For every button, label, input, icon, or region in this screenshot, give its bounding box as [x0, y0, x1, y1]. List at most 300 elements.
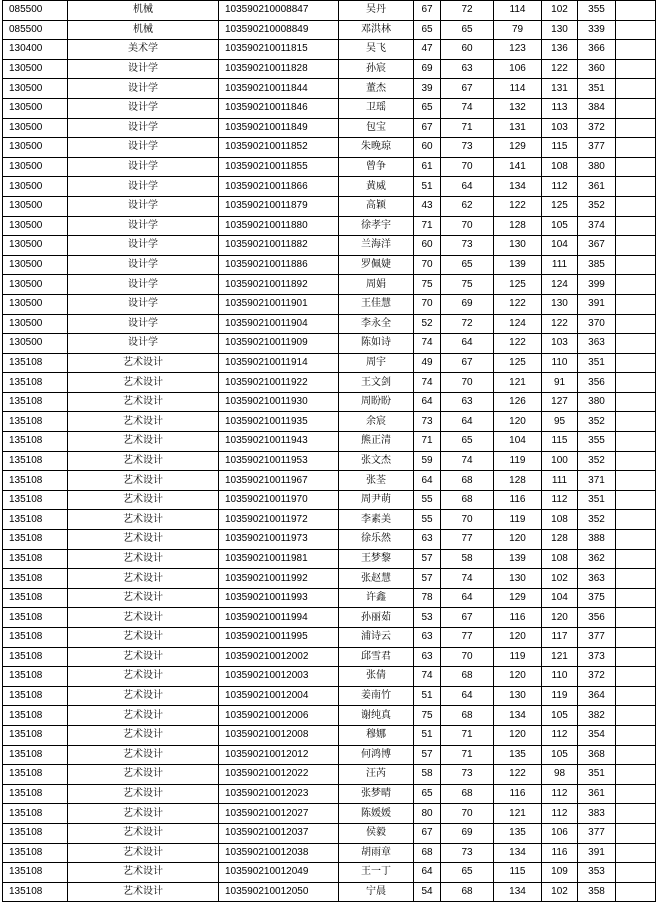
- candidate-name-cell: 徐乐然: [339, 530, 414, 550]
- politics-score-cell: 55: [414, 490, 441, 510]
- subject2-score-cell: 106: [542, 823, 578, 843]
- table-row: [3, 412, 656, 432]
- candidate-id-cell: 103590210012012: [219, 745, 339, 765]
- candidate-name-cell: 李素美: [339, 510, 414, 530]
- politics-score-cell: 67: [414, 1, 441, 21]
- table-row: [3, 157, 656, 177]
- candidate-id-cell: 103590210011886: [219, 255, 339, 275]
- subject1-score-cell: 129: [494, 138, 542, 158]
- major-code-cell: 135108: [3, 686, 68, 706]
- table-row: [3, 667, 656, 687]
- foreign-language-score-cell: 74: [441, 451, 494, 471]
- subject1-score-cell: 119: [494, 647, 542, 667]
- major-name-cell: 艺术设计: [68, 451, 219, 471]
- subject2-score-cell: 103: [542, 118, 578, 138]
- candidate-name-cell: 兰海洋: [339, 236, 414, 256]
- candidate-id-cell: 103590210011943: [219, 432, 339, 452]
- subject1-score-cell: 134: [494, 177, 542, 197]
- major-code-cell: 135108: [3, 608, 68, 628]
- candidate-name-cell: 浦诗云: [339, 628, 414, 648]
- table-row: [3, 236, 656, 256]
- subject2-score-cell: 136: [542, 40, 578, 60]
- politics-score-cell: 75: [414, 275, 441, 295]
- table-row: [3, 1, 656, 21]
- blank-cell: [616, 823, 656, 843]
- subject2-score-cell: 115: [542, 432, 578, 452]
- foreign-language-score-cell: 63: [441, 59, 494, 79]
- subject2-score-cell: 112: [542, 177, 578, 197]
- subject1-score-cell: 119: [494, 510, 542, 530]
- subject1-score-cell: 116: [494, 784, 542, 804]
- major-name-cell: 机械: [68, 1, 219, 21]
- table-row: [3, 882, 656, 902]
- subject2-score-cell: 100: [542, 451, 578, 471]
- candidate-id-cell: 103590210011815: [219, 40, 339, 60]
- blank-cell: [616, 20, 656, 40]
- blank-cell: [616, 549, 656, 569]
- candidate-name-cell: 胡雨章: [339, 843, 414, 863]
- foreign-language-score-cell: 67: [441, 353, 494, 373]
- major-code-cell: 135108: [3, 843, 68, 863]
- major-name-cell: 艺术设计: [68, 569, 219, 589]
- major-name-cell: 艺术设计: [68, 530, 219, 550]
- major-name-cell: 艺术设计: [68, 432, 219, 452]
- candidate-id-cell: 103590210011995: [219, 628, 339, 648]
- table-row: [3, 549, 656, 569]
- blank-cell: [616, 843, 656, 863]
- major-code-cell: 135108: [3, 706, 68, 726]
- major-name-cell: 艺术设计: [68, 667, 219, 687]
- total-score-cell: 374: [578, 216, 616, 236]
- blank-cell: [616, 608, 656, 628]
- politics-score-cell: 74: [414, 667, 441, 687]
- major-name-cell: 设计学: [68, 118, 219, 138]
- total-score-cell: 360: [578, 59, 616, 79]
- major-name-cell: 艺术设计: [68, 647, 219, 667]
- table-row: [3, 765, 656, 785]
- major-name-cell: 艺术设计: [68, 784, 219, 804]
- blank-cell: [616, 59, 656, 79]
- total-score-cell: 361: [578, 177, 616, 197]
- subject2-score-cell: 109: [542, 863, 578, 883]
- blank-cell: [616, 334, 656, 354]
- subject2-score-cell: 105: [542, 745, 578, 765]
- subject1-score-cell: 121: [494, 804, 542, 824]
- major-name-cell: 艺术设计: [68, 471, 219, 491]
- major-code-cell: 130500: [3, 196, 68, 216]
- total-score-cell: 352: [578, 196, 616, 216]
- total-score-cell: 356: [578, 373, 616, 393]
- subject1-score-cell: 114: [494, 79, 542, 99]
- subject1-score-cell: 135: [494, 823, 542, 843]
- major-code-cell: 135108: [3, 628, 68, 648]
- subject1-score-cell: 131: [494, 118, 542, 138]
- subject1-score-cell: 116: [494, 608, 542, 628]
- foreign-language-score-cell: 65: [441, 432, 494, 452]
- total-score-cell: 372: [578, 118, 616, 138]
- major-name-cell: 艺术设计: [68, 608, 219, 628]
- subject2-score-cell: 130: [542, 294, 578, 314]
- foreign-language-score-cell: 65: [441, 255, 494, 275]
- subject2-score-cell: 113: [542, 98, 578, 118]
- major-code-cell: 130500: [3, 157, 68, 177]
- politics-score-cell: 58: [414, 765, 441, 785]
- candidate-id-cell: 103590210011930: [219, 392, 339, 412]
- foreign-language-score-cell: 75: [441, 275, 494, 295]
- politics-score-cell: 51: [414, 725, 441, 745]
- major-name-cell: 设计学: [68, 157, 219, 177]
- subject2-score-cell: 91: [542, 373, 578, 393]
- table-row: [3, 706, 656, 726]
- subject1-score-cell: 126: [494, 392, 542, 412]
- blank-cell: [616, 745, 656, 765]
- blank-cell: [616, 686, 656, 706]
- candidate-id-cell: 103590210008847: [219, 1, 339, 21]
- candidate-name-cell: 周娟: [339, 275, 414, 295]
- total-score-cell: 362: [578, 549, 616, 569]
- table-row: [3, 255, 656, 275]
- subject1-score-cell: 132: [494, 98, 542, 118]
- total-score-cell: 377: [578, 823, 616, 843]
- candidate-name-cell: 周盼盼: [339, 392, 414, 412]
- total-score-cell: 370: [578, 314, 616, 334]
- table-row: [3, 98, 656, 118]
- table-row: [3, 451, 656, 471]
- candidate-id-cell: 103590210012038: [219, 843, 339, 863]
- candidate-name-cell: 徐孝宇: [339, 216, 414, 236]
- subject2-score-cell: 108: [542, 157, 578, 177]
- subject2-score-cell: 103: [542, 334, 578, 354]
- subject1-score-cell: 106: [494, 59, 542, 79]
- foreign-language-score-cell: 70: [441, 216, 494, 236]
- candidate-id-cell: 103590210011879: [219, 196, 339, 216]
- total-score-cell: 352: [578, 451, 616, 471]
- major-code-cell: 130500: [3, 294, 68, 314]
- subject1-score-cell: 120: [494, 412, 542, 432]
- candidate-id-cell: 103590210012050: [219, 882, 339, 902]
- candidate-name-cell: 王梦黎: [339, 549, 414, 569]
- candidate-id-cell: 103590210011993: [219, 588, 339, 608]
- total-score-cell: 372: [578, 667, 616, 687]
- candidate-id-cell: 103590210011972: [219, 510, 339, 530]
- politics-score-cell: 63: [414, 530, 441, 550]
- subject2-score-cell: 124: [542, 275, 578, 295]
- candidate-name-cell: 曾争: [339, 157, 414, 177]
- subject1-score-cell: 119: [494, 451, 542, 471]
- total-score-cell: 351: [578, 353, 616, 373]
- subject2-score-cell: 104: [542, 236, 578, 256]
- politics-score-cell: 43: [414, 196, 441, 216]
- subject2-score-cell: 111: [542, 471, 578, 491]
- candidate-id-cell: 103590210011849: [219, 118, 339, 138]
- blank-cell: [616, 98, 656, 118]
- subject2-score-cell: 120: [542, 608, 578, 628]
- table-row: [3, 863, 656, 883]
- candidate-id-cell: 103590210011844: [219, 79, 339, 99]
- major-name-cell: 艺术设计: [68, 863, 219, 883]
- blank-cell: [616, 725, 656, 745]
- candidate-name-cell: 黄威: [339, 177, 414, 197]
- blank-cell: [616, 530, 656, 550]
- blank-cell: [616, 432, 656, 452]
- major-code-cell: 135108: [3, 549, 68, 569]
- table-row: [3, 490, 656, 510]
- politics-score-cell: 49: [414, 353, 441, 373]
- subject2-score-cell: 128: [542, 530, 578, 550]
- major-name-cell: 艺术设计: [68, 765, 219, 785]
- candidate-name-cell: 卫瑶: [339, 98, 414, 118]
- politics-score-cell: 69: [414, 59, 441, 79]
- blank-cell: [616, 569, 656, 589]
- politics-score-cell: 51: [414, 686, 441, 706]
- politics-score-cell: 51: [414, 177, 441, 197]
- subject2-score-cell: 98: [542, 765, 578, 785]
- subject1-score-cell: 121: [494, 373, 542, 393]
- foreign-language-score-cell: 70: [441, 647, 494, 667]
- candidate-name-cell: 吴飞: [339, 40, 414, 60]
- subject1-score-cell: 122: [494, 196, 542, 216]
- major-name-cell: 设计学: [68, 294, 219, 314]
- subject2-score-cell: 117: [542, 628, 578, 648]
- candidate-id-cell: 103590210011992: [219, 569, 339, 589]
- major-name-cell: 设计学: [68, 275, 219, 295]
- subject2-score-cell: 104: [542, 588, 578, 608]
- score-table: [2, 0, 656, 902]
- candidate-id-cell: 103590210011880: [219, 216, 339, 236]
- total-score-cell: 391: [578, 294, 616, 314]
- total-score-cell: 391: [578, 843, 616, 863]
- subject2-score-cell: 115: [542, 138, 578, 158]
- subject2-score-cell: 108: [542, 549, 578, 569]
- major-name-cell: 设计学: [68, 59, 219, 79]
- subject1-score-cell: 120: [494, 725, 542, 745]
- foreign-language-score-cell: 67: [441, 608, 494, 628]
- politics-score-cell: 60: [414, 138, 441, 158]
- total-score-cell: 375: [578, 588, 616, 608]
- blank-cell: [616, 294, 656, 314]
- major-name-cell: 设计学: [68, 79, 219, 99]
- politics-score-cell: 61: [414, 157, 441, 177]
- candidate-name-cell: 邓洪林: [339, 20, 414, 40]
- subject1-score-cell: 125: [494, 275, 542, 295]
- foreign-language-score-cell: 62: [441, 196, 494, 216]
- major-code-cell: 130500: [3, 255, 68, 275]
- major-name-cell: 艺术设计: [68, 686, 219, 706]
- subject1-score-cell: 134: [494, 882, 542, 902]
- foreign-language-score-cell: 71: [441, 118, 494, 138]
- table-row: [3, 216, 656, 236]
- foreign-language-score-cell: 64: [441, 588, 494, 608]
- major-name-cell: 设计学: [68, 216, 219, 236]
- candidate-name-cell: 侯毅: [339, 823, 414, 843]
- major-name-cell: 艺术设计: [68, 490, 219, 510]
- subject2-score-cell: 112: [542, 725, 578, 745]
- major-code-cell: 135108: [3, 588, 68, 608]
- foreign-language-score-cell: 69: [441, 823, 494, 843]
- blank-cell: [616, 392, 656, 412]
- foreign-language-score-cell: 77: [441, 628, 494, 648]
- candidate-id-cell: 103590210011914: [219, 353, 339, 373]
- subject1-score-cell: 130: [494, 236, 542, 256]
- total-score-cell: 353: [578, 863, 616, 883]
- subject1-score-cell: 120: [494, 530, 542, 550]
- subject1-score-cell: 104: [494, 432, 542, 452]
- subject1-score-cell: 139: [494, 255, 542, 275]
- major-code-cell: 130500: [3, 79, 68, 99]
- major-code-cell: 135108: [3, 882, 68, 902]
- candidate-name-cell: 许鑫: [339, 588, 414, 608]
- politics-score-cell: 57: [414, 745, 441, 765]
- major-code-cell: 085500: [3, 1, 68, 21]
- politics-score-cell: 70: [414, 294, 441, 314]
- total-score-cell: 354: [578, 725, 616, 745]
- candidate-name-cell: 王一丁: [339, 863, 414, 883]
- blank-cell: [616, 255, 656, 275]
- foreign-language-score-cell: 68: [441, 471, 494, 491]
- candidate-name-cell: 周宇: [339, 353, 414, 373]
- candidate-name-cell: 邱雪君: [339, 647, 414, 667]
- major-name-cell: 艺术设计: [68, 706, 219, 726]
- major-name-cell: 艺术设计: [68, 628, 219, 648]
- table-row: [3, 471, 656, 491]
- blank-cell: [616, 451, 656, 471]
- foreign-language-score-cell: 64: [441, 412, 494, 432]
- major-code-cell: 135108: [3, 392, 68, 412]
- candidate-name-cell: 周尹萌: [339, 490, 414, 510]
- total-score-cell: 380: [578, 157, 616, 177]
- subject1-score-cell: 129: [494, 588, 542, 608]
- foreign-language-score-cell: 64: [441, 686, 494, 706]
- politics-score-cell: 70: [414, 255, 441, 275]
- subject1-score-cell: 114: [494, 1, 542, 21]
- major-code-cell: 130500: [3, 98, 68, 118]
- major-name-cell: 艺术设计: [68, 353, 219, 373]
- blank-cell: [616, 40, 656, 60]
- foreign-language-score-cell: 67: [441, 79, 494, 99]
- candidate-name-cell: 王佳慧: [339, 294, 414, 314]
- blank-cell: [616, 412, 656, 432]
- foreign-language-score-cell: 73: [441, 138, 494, 158]
- blank-cell: [616, 863, 656, 883]
- foreign-language-score-cell: 64: [441, 177, 494, 197]
- politics-score-cell: 57: [414, 549, 441, 569]
- subject1-score-cell: 141: [494, 157, 542, 177]
- politics-score-cell: 65: [414, 98, 441, 118]
- total-score-cell: 352: [578, 510, 616, 530]
- candidate-name-cell: 宁晨: [339, 882, 414, 902]
- candidate-id-cell: 103590210011882: [219, 236, 339, 256]
- candidate-id-cell: 103590210011828: [219, 59, 339, 79]
- total-score-cell: 385: [578, 255, 616, 275]
- candidate-id-cell: 103590210011892: [219, 275, 339, 295]
- major-name-cell: 艺术设计: [68, 588, 219, 608]
- blank-cell: [616, 706, 656, 726]
- subject2-score-cell: 112: [542, 784, 578, 804]
- politics-score-cell: 68: [414, 843, 441, 863]
- candidate-id-cell: 103590210012049: [219, 863, 339, 883]
- major-code-cell: 135108: [3, 451, 68, 471]
- subject2-score-cell: 112: [542, 804, 578, 824]
- major-name-cell: 设计学: [68, 334, 219, 354]
- candidate-id-cell: 103590210012004: [219, 686, 339, 706]
- foreign-language-score-cell: 68: [441, 706, 494, 726]
- candidate-id-cell: 103590210011970: [219, 490, 339, 510]
- politics-score-cell: 54: [414, 882, 441, 902]
- politics-score-cell: 71: [414, 216, 441, 236]
- subject1-score-cell: 134: [494, 843, 542, 863]
- subject2-score-cell: 102: [542, 1, 578, 21]
- blank-cell: [616, 157, 656, 177]
- major-name-cell: 设计学: [68, 196, 219, 216]
- foreign-language-score-cell: 63: [441, 392, 494, 412]
- candidate-id-cell: 103590210012037: [219, 823, 339, 843]
- foreign-language-score-cell: 68: [441, 490, 494, 510]
- candidate-name-cell: 高颖: [339, 196, 414, 216]
- foreign-language-score-cell: 68: [441, 882, 494, 902]
- major-code-cell: 135108: [3, 823, 68, 843]
- total-score-cell: 373: [578, 647, 616, 667]
- candidate-id-cell: 103590210011967: [219, 471, 339, 491]
- major-name-cell: 设计学: [68, 138, 219, 158]
- candidate-name-cell: 王文剑: [339, 373, 414, 393]
- foreign-language-score-cell: 71: [441, 725, 494, 745]
- blank-cell: [616, 628, 656, 648]
- politics-score-cell: 65: [414, 20, 441, 40]
- major-code-cell: 135108: [3, 804, 68, 824]
- major-code-cell: 135108: [3, 784, 68, 804]
- foreign-language-score-cell: 69: [441, 294, 494, 314]
- candidate-name-cell: 姜南竹: [339, 686, 414, 706]
- blank-cell: [616, 275, 656, 295]
- candidate-name-cell: 陈如诗: [339, 334, 414, 354]
- politics-score-cell: 74: [414, 373, 441, 393]
- foreign-language-score-cell: 70: [441, 510, 494, 530]
- subject2-score-cell: 105: [542, 706, 578, 726]
- candidate-name-cell: 张荃: [339, 471, 414, 491]
- blank-cell: [616, 177, 656, 197]
- total-score-cell: 367: [578, 236, 616, 256]
- major-name-cell: 艺术设计: [68, 823, 219, 843]
- total-score-cell: 377: [578, 628, 616, 648]
- total-score-cell: 366: [578, 40, 616, 60]
- major-code-cell: 135108: [3, 432, 68, 452]
- candidate-id-cell: 103590210011855: [219, 157, 339, 177]
- foreign-language-score-cell: 74: [441, 569, 494, 589]
- table-row: [3, 334, 656, 354]
- major-code-cell: 135108: [3, 745, 68, 765]
- foreign-language-score-cell: 73: [441, 236, 494, 256]
- politics-score-cell: 63: [414, 647, 441, 667]
- foreign-language-score-cell: 58: [441, 549, 494, 569]
- table-row: [3, 275, 656, 295]
- candidate-name-cell: 余宸: [339, 412, 414, 432]
- blank-cell: [616, 118, 656, 138]
- subject2-score-cell: 122: [542, 314, 578, 334]
- major-name-cell: 艺术设计: [68, 725, 219, 745]
- major-code-cell: 135108: [3, 863, 68, 883]
- blank-cell: [616, 804, 656, 824]
- candidate-id-cell: 103590210011901: [219, 294, 339, 314]
- subject2-score-cell: 95: [542, 412, 578, 432]
- major-code-cell: 135108: [3, 667, 68, 687]
- total-score-cell: 355: [578, 1, 616, 21]
- table-row: [3, 608, 656, 628]
- candidate-name-cell: 孙宸: [339, 59, 414, 79]
- table-row: [3, 59, 656, 79]
- subject1-score-cell: 120: [494, 628, 542, 648]
- table-row: [3, 804, 656, 824]
- subject2-score-cell: 110: [542, 667, 578, 687]
